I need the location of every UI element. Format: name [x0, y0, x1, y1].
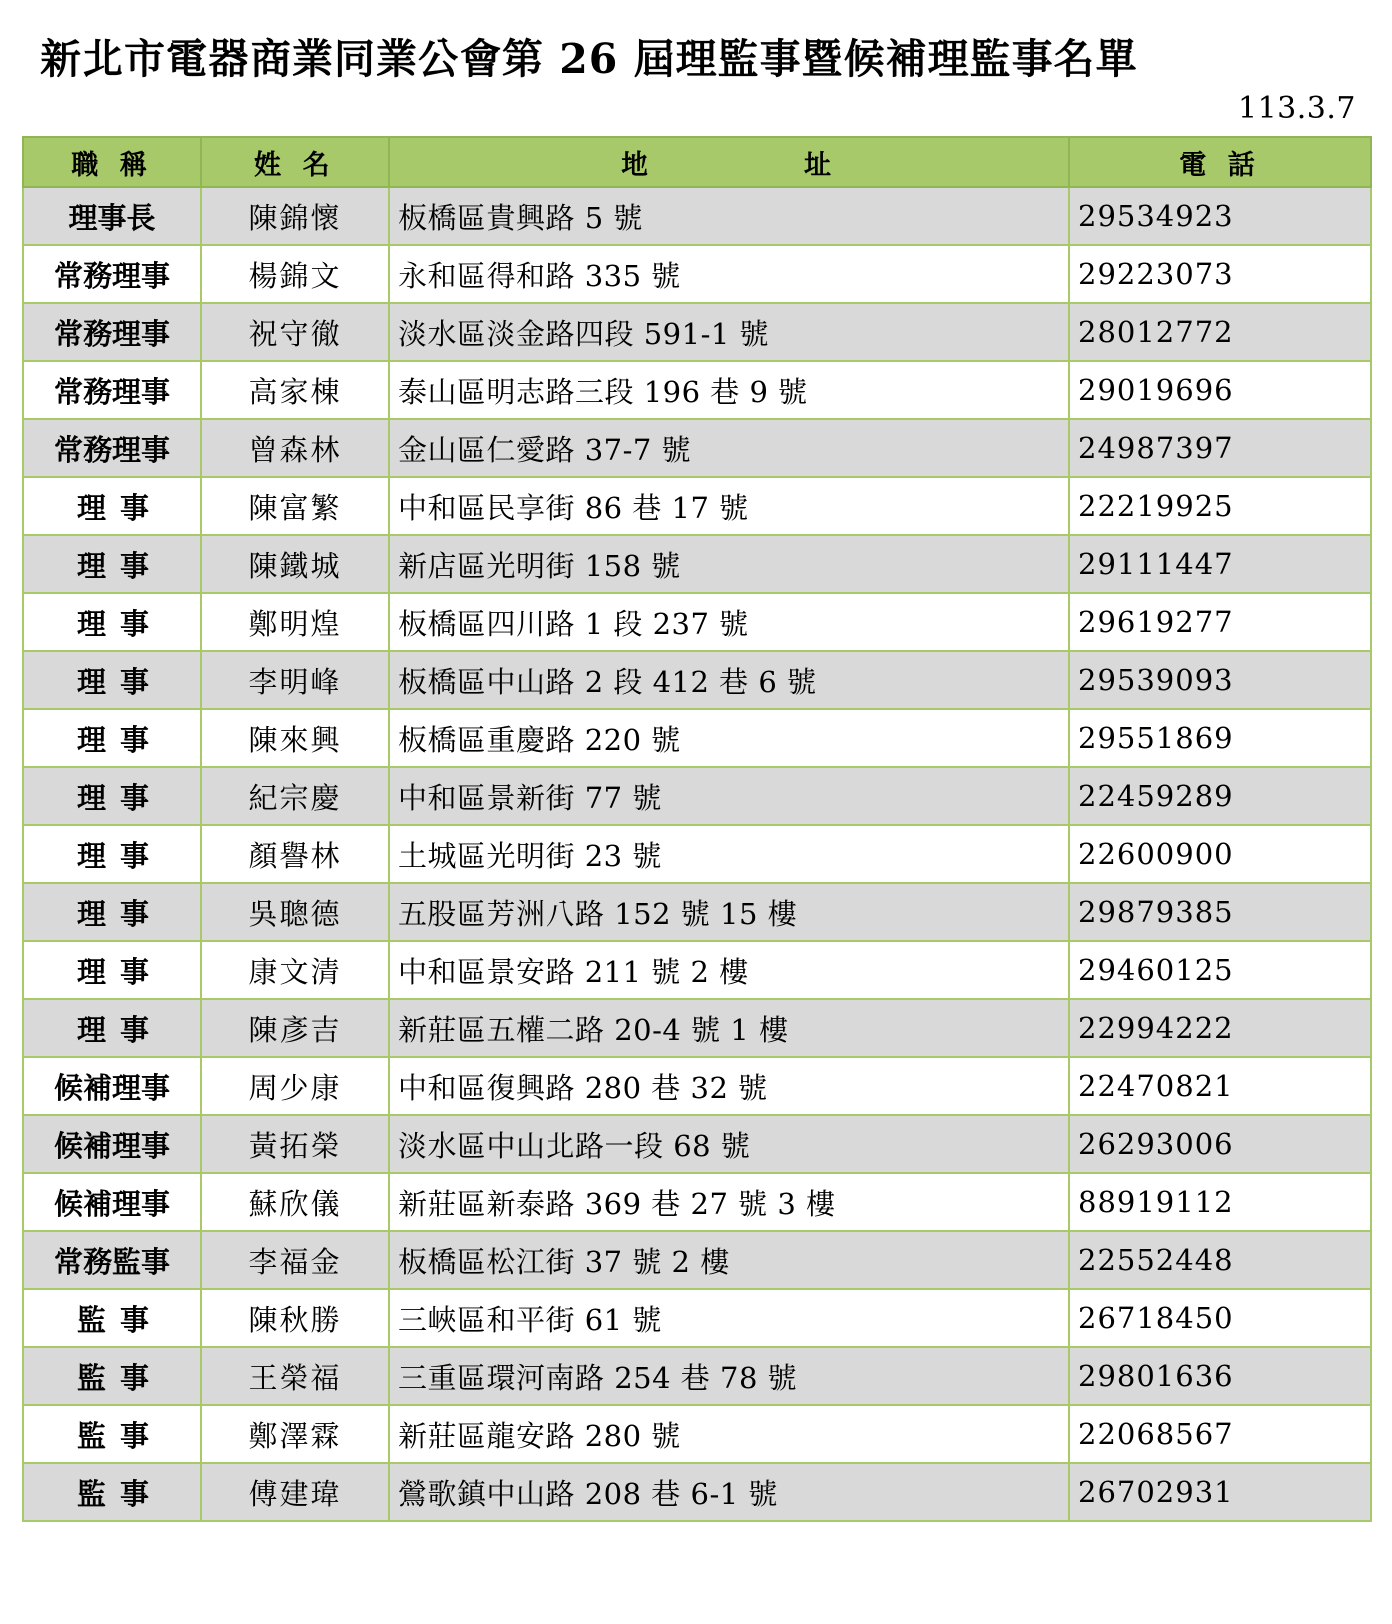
cell-title: 常務監事 [23, 1231, 201, 1289]
page-title: 新北市電器商業同業公會第 26 屆理監事暨候補理監事名單 [40, 35, 1138, 83]
cell-address: 板橋區四川路 1 段 237 號 [389, 593, 1069, 651]
cell-title: 理事 [23, 651, 201, 709]
cell-phone: 22459289 [1069, 767, 1371, 825]
cell-phone: 29551869 [1069, 709, 1371, 767]
cell-name: 黃拓榮 [201, 1115, 389, 1173]
cell-address: 三峽區和平街 61 號 [389, 1289, 1069, 1347]
roster-table [22, 136, 1372, 1522]
cell-address: 淡水區淡金路四段 591-1 號 [389, 303, 1069, 361]
cell-title: 監事 [23, 1347, 201, 1405]
table-row [23, 303, 1371, 361]
cell-phone: 22068567 [1069, 1405, 1371, 1463]
table-row [23, 1463, 1371, 1521]
table-header [23, 137, 1371, 187]
table-row [23, 1289, 1371, 1347]
column-header-address-left: 地 [621, 149, 654, 181]
cell-address: 板橋區中山路 2 段 412 巷 6 號 [389, 651, 1069, 709]
cell-address: 新莊區新泰路 369 巷 27 號 3 樓 [389, 1173, 1069, 1231]
cell-name: 傅建瑋 [201, 1463, 389, 1521]
cell-address: 板橋區松江街 37 號 2 樓 [389, 1231, 1069, 1289]
table-row [23, 535, 1371, 593]
cell-phone: 29801636 [1069, 1347, 1371, 1405]
cell-phone: 29619277 [1069, 593, 1371, 651]
table-row [23, 767, 1371, 825]
cell-title: 理事 [23, 825, 201, 883]
cell-address: 新店區光明街 158 號 [389, 535, 1069, 593]
column-header-address-right: 址 [804, 149, 837, 181]
cell-phone: 22470821 [1069, 1057, 1371, 1115]
cell-title: 常務理事 [23, 361, 201, 419]
cell-phone: 26293006 [1069, 1115, 1371, 1173]
cell-name: 陳富繁 [201, 477, 389, 535]
cell-title: 候補理事 [23, 1057, 201, 1115]
cell-address: 永和區得和路 335 號 [389, 245, 1069, 303]
cell-name: 鄭明煌 [201, 593, 389, 651]
cell-title: 理事 [23, 477, 201, 535]
document-date: 113.3.7 [1237, 91, 1356, 126]
cell-title: 監事 [23, 1463, 201, 1521]
cell-name: 曾森林 [201, 419, 389, 477]
cell-phone: 26702931 [1069, 1463, 1371, 1521]
cell-name: 陳鐵城 [201, 535, 389, 593]
cell-address: 淡水區中山北路一段 68 號 [389, 1115, 1069, 1173]
cell-phone: 29111447 [1069, 535, 1371, 593]
cell-name: 蘇欣儀 [201, 1173, 389, 1231]
table-row [23, 709, 1371, 767]
column-header-phone: 電 話 [1069, 137, 1371, 187]
cell-name: 李明峰 [201, 651, 389, 709]
table-body [23, 187, 1371, 1521]
table-row [23, 187, 1371, 245]
cell-name: 王榮福 [201, 1347, 389, 1405]
cell-title: 候補理事 [23, 1115, 201, 1173]
cell-phone: 22600900 [1069, 825, 1371, 883]
cell-address: 中和區民享街 86 巷 17 號 [389, 477, 1069, 535]
cell-phone: 28012772 [1069, 303, 1371, 361]
cell-name: 楊錦文 [201, 245, 389, 303]
cell-title: 常務理事 [23, 419, 201, 477]
table-header-row [23, 137, 1371, 187]
cell-address: 板橋區重慶路 220 號 [389, 709, 1069, 767]
cell-title: 常務理事 [23, 303, 201, 361]
cell-phone: 29534923 [1069, 187, 1371, 245]
cell-phone: 88919112 [1069, 1173, 1371, 1231]
table-row [23, 941, 1371, 999]
cell-name: 高家棟 [201, 361, 389, 419]
cell-phone: 26718450 [1069, 1289, 1371, 1347]
table-row [23, 477, 1371, 535]
cell-title: 候補理事 [23, 1173, 201, 1231]
cell-name: 李福金 [201, 1231, 389, 1289]
cell-name: 鄭澤霖 [201, 1405, 389, 1463]
cell-address: 新莊區五權二路 20-4 號 1 樓 [389, 999, 1069, 1057]
cell-phone: 22219925 [1069, 477, 1371, 535]
table-row [23, 651, 1371, 709]
cell-title: 理事 [23, 535, 201, 593]
cell-title: 理事 [23, 999, 201, 1057]
table-row [23, 1057, 1371, 1115]
cell-phone: 29223073 [1069, 245, 1371, 303]
cell-name: 康文清 [201, 941, 389, 999]
cell-title: 監事 [23, 1405, 201, 1463]
column-header-address [389, 137, 1069, 187]
cell-address: 新莊區龍安路 280 號 [389, 1405, 1069, 1463]
cell-name: 吳聰德 [201, 883, 389, 941]
cell-address: 中和區復興路 280 巷 32 號 [389, 1057, 1069, 1115]
cell-name: 周少康 [201, 1057, 389, 1115]
cell-address: 土城區光明街 23 號 [389, 825, 1069, 883]
table-row [23, 1115, 1371, 1173]
table-row [23, 593, 1371, 651]
cell-address: 三重區環河南路 254 巷 78 號 [389, 1347, 1069, 1405]
cell-name: 紀宗慶 [201, 767, 389, 825]
cell-phone: 29019696 [1069, 361, 1371, 419]
cell-name: 祝守徹 [201, 303, 389, 361]
cell-address: 中和區景安路 211 號 2 樓 [389, 941, 1069, 999]
column-header-name: 姓 名 [201, 137, 389, 187]
cell-title: 理事 [23, 941, 201, 999]
cell-phone: 29539093 [1069, 651, 1371, 709]
cell-address: 中和區景新街 77 號 [389, 767, 1069, 825]
cell-title: 理事 [23, 709, 201, 767]
cell-name: 陳秋勝 [201, 1289, 389, 1347]
cell-phone: 29879385 [1069, 883, 1371, 941]
cell-phone: 22552448 [1069, 1231, 1371, 1289]
table-row [23, 361, 1371, 419]
cell-name: 陳錦懷 [201, 187, 389, 245]
cell-address: 泰山區明志路三段 196 巷 9 號 [389, 361, 1069, 419]
cell-title: 監事 [23, 1289, 201, 1347]
table-row [23, 419, 1371, 477]
cell-name: 顏譽林 [201, 825, 389, 883]
table-row [23, 825, 1371, 883]
column-header-title: 職 稱 [23, 137, 201, 187]
cell-name: 陳彥吉 [201, 999, 389, 1057]
table-row [23, 1347, 1371, 1405]
cell-address: 五股區芳洲八路 152 號 15 樓 [389, 883, 1069, 941]
cell-phone: 24987397 [1069, 419, 1371, 477]
cell-address: 金山區仁愛路 37-7 號 [389, 419, 1069, 477]
table-row [23, 883, 1371, 941]
table-row [23, 999, 1371, 1057]
table-row [23, 1173, 1371, 1231]
cell-address: 鶯歌鎮中山路 208 巷 6-1 號 [389, 1463, 1069, 1521]
cell-title: 常務理事 [23, 245, 201, 303]
table-row [23, 1231, 1371, 1289]
cell-title: 理事長 [23, 187, 201, 245]
cell-phone: 22994222 [1069, 999, 1371, 1057]
cell-address: 板橋區貴興路 5 號 [389, 187, 1069, 245]
table-row [23, 1405, 1371, 1463]
table-row [23, 245, 1371, 303]
cell-title: 理事 [23, 883, 201, 941]
cell-title: 理事 [23, 593, 201, 651]
cell-phone: 29460125 [1069, 941, 1371, 999]
cell-name: 陳來興 [201, 709, 389, 767]
cell-title: 理事 [23, 767, 201, 825]
